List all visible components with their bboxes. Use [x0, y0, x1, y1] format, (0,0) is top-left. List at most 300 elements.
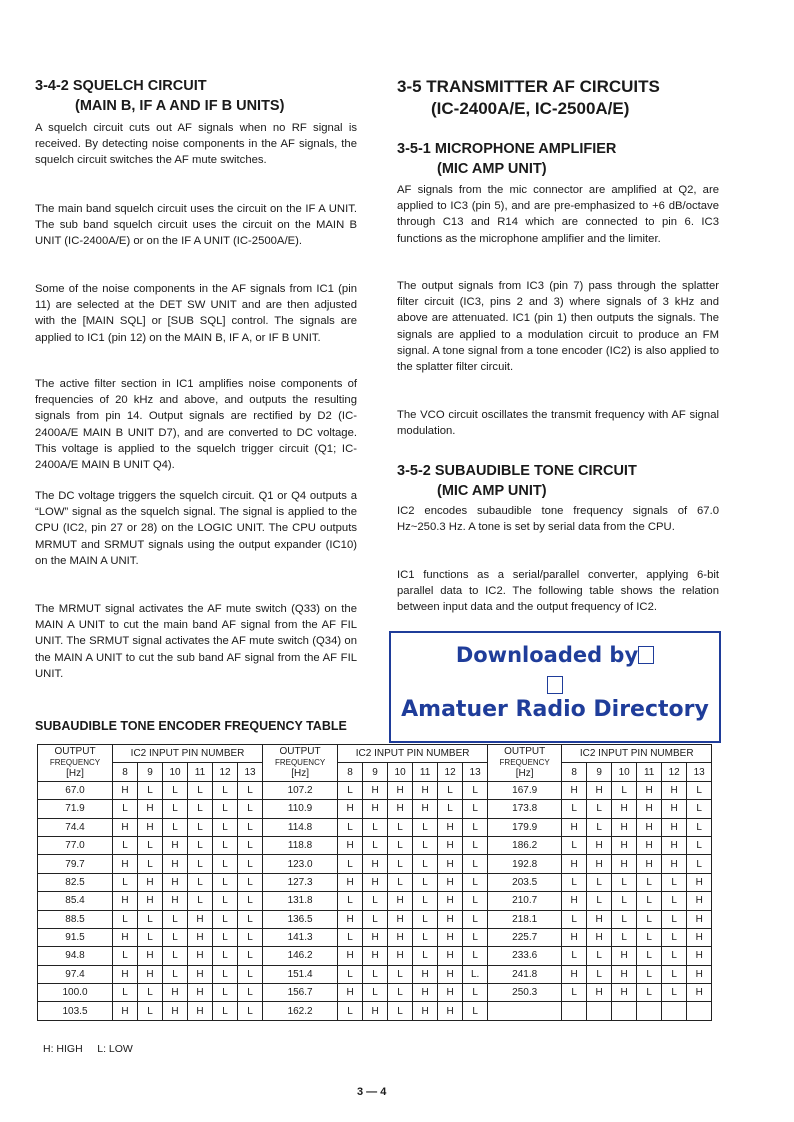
pin-state-cell: L — [388, 1002, 413, 1020]
table-row — [38, 928, 712, 946]
pin-state-cell: L — [413, 928, 438, 946]
table-row — [38, 910, 712, 928]
frequency-cell: 156.7 — [263, 984, 338, 1002]
pin-state-cell: H — [338, 800, 363, 818]
pin-state-cell: L — [213, 873, 238, 891]
pin-state-cell: L — [662, 873, 687, 891]
pin-state-cell: L — [587, 892, 612, 910]
frequency-cell: 71.9 — [38, 800, 113, 818]
pin-state-cell: H — [562, 965, 587, 983]
pin-number: 12 — [213, 763, 238, 781]
pin-state-cell: L — [138, 984, 163, 1002]
pin-state-cell: L — [238, 781, 263, 799]
pin-state-cell: H — [338, 984, 363, 1002]
pin-state-cell: H — [438, 1002, 463, 1020]
pin-state-cell: H — [188, 984, 213, 1002]
page-number: 3 — 4 — [357, 1086, 387, 1098]
pin-state-cell: H — [163, 873, 188, 891]
squelch-paragraph-4: The active filter section in IC1 amplifies noise components of frequencies of 20 kHz and above, and outputs the resulting signals from pin 14. Output signals are rectified by D2 (IC-2400A/E MAIN B UNIT D7), and are converted to DC voltage. This voltage is applied to the squelch trigger circuit (Q1; IC-2400A/E MAIN B UNIT Q4). — [35, 378, 357, 472]
pin-state-cell: H — [388, 800, 413, 818]
pin-state-cell: L — [463, 800, 488, 818]
pin-state-cell: H — [338, 836, 363, 854]
pin-state-cell: L — [388, 965, 413, 983]
pin-state-cell: H — [612, 984, 637, 1002]
pin-state-cell: H — [113, 855, 138, 873]
pin-state-cell: L — [213, 855, 238, 873]
pin-state-cell: H — [338, 910, 363, 928]
pin-number: 10 — [388, 763, 413, 781]
pin-state-cell: L — [612, 781, 637, 799]
frequency-table — [37, 744, 712, 1021]
pin-state-cell: L — [463, 928, 488, 946]
pin-number: 9 — [587, 763, 612, 781]
pin-state-cell: L — [463, 910, 488, 928]
pin-state-cell: L — [138, 1002, 163, 1020]
pin-state-cell: H — [587, 928, 612, 946]
pin-state-cell: H — [687, 873, 712, 891]
pin-state-cell: H — [388, 947, 413, 965]
pin-state-cell — [612, 1002, 637, 1020]
pin-state-cell: L — [188, 836, 213, 854]
pin-state-cell: H — [413, 984, 438, 1002]
pin-state-cell: H — [163, 855, 188, 873]
mic-paragraph-3: The VCO circuit oscillates the transmit frequency with AF signal modulation. — [397, 409, 719, 438]
table-row — [38, 836, 712, 854]
pin-state-cell: L — [338, 855, 363, 873]
pin-state-cell: L — [238, 836, 263, 854]
pin-state-cell: H — [662, 818, 687, 836]
pin-state-cell: L — [238, 800, 263, 818]
table-row — [38, 873, 712, 891]
pin-state-cell: L — [338, 892, 363, 910]
pin-number: 13 — [687, 763, 712, 781]
pin-state-cell: L — [238, 928, 263, 946]
download-watermark-box — [389, 631, 721, 743]
tone-paragraph-1: IC2 encodes subaudible tone frequency signals of 67.0 Hz~250.3 Hz. A tone is set by serial data from the CPU. — [397, 505, 719, 534]
pin-state-cell: H — [662, 781, 687, 799]
pin-state-cell: L — [413, 910, 438, 928]
pin-state-cell: L — [213, 910, 238, 928]
pin-state-cell: H — [612, 947, 637, 965]
squelch-paragraph-2: The main band squelch circuit uses the circuit on the IF A UNIT. The sub band squelch circuit uses the circuit on the MAIN B UNIT (IC-2400A/E) or on the IF A UNIT (IC-2500A/E). — [35, 203, 357, 248]
pin-state-cell: L — [163, 910, 188, 928]
frequency-cell: 82.5 — [38, 873, 113, 891]
frequency-cell: 107.2 — [263, 781, 338, 799]
pin-state-cell: H — [637, 818, 662, 836]
pin-state-cell: L — [238, 984, 263, 1002]
frequency-cell: 192.8 — [488, 855, 562, 873]
pin-state-cell: L — [238, 892, 263, 910]
pin-state-cell: L — [113, 984, 138, 1002]
pin-state-cell: H — [438, 836, 463, 854]
frequency-cell: 162.2 — [263, 1002, 338, 1020]
pin-state-cell: L — [637, 965, 662, 983]
pin-state-cell: L — [363, 836, 388, 854]
frequency-cell: 218.1 — [488, 910, 562, 928]
table-row — [38, 1002, 712, 1020]
pin-number: 8 — [562, 763, 587, 781]
pin-state-cell: H — [163, 892, 188, 910]
pin-state-cell: H — [413, 965, 438, 983]
pin-state-cell: L — [562, 873, 587, 891]
pin-state-cell: H — [363, 800, 388, 818]
table-row — [38, 800, 712, 818]
pin-state-cell: L — [163, 781, 188, 799]
pin-state-cell: H — [388, 781, 413, 799]
frequency-cell: 97.4 — [38, 965, 113, 983]
pin-state-cell: H — [612, 855, 637, 873]
pin-state-cell: H — [587, 855, 612, 873]
output-frequency-header: OUTPUT FREQUENCY [Hz] — [488, 745, 562, 782]
frequency-cell: 186.2 — [488, 836, 562, 854]
pin-state-cell: L — [363, 965, 388, 983]
frequency-cell: 131.8 — [263, 892, 338, 910]
pin-state-cell: H — [687, 965, 712, 983]
pin-state-cell: L — [662, 965, 687, 983]
pin-state-cell: H — [587, 984, 612, 1002]
pin-state-cell: H — [438, 873, 463, 891]
input-pin-header: IC2 INPUT PIN NUMBER — [338, 745, 488, 763]
table-row — [38, 965, 712, 983]
pin-state-cell: H — [662, 855, 687, 873]
pin-state-cell: L — [363, 892, 388, 910]
watermark-text-1: Downloaded by — [455, 643, 639, 667]
pin-state-cell: L — [662, 947, 687, 965]
pin-state-cell: L — [213, 781, 238, 799]
pin-state-cell: L — [463, 892, 488, 910]
tone-heading-line2: (MIC AMP UNIT) — [437, 483, 547, 499]
pin-number: 10 — [163, 763, 188, 781]
frequency-cell: 241.8 — [488, 965, 562, 983]
pin-state-cell: H — [637, 781, 662, 799]
transmitter-heading-line2: (IC-2400A/E, IC-2500A/E) — [431, 99, 630, 118]
mic-amp-heading — [397, 139, 616, 179]
pin-state-cell: L — [388, 818, 413, 836]
input-pin-header: IC2 INPUT PIN NUMBER — [113, 745, 263, 763]
pin-state-cell: L — [138, 928, 163, 946]
pin-state-cell: H — [163, 1002, 188, 1020]
pin-state-cell: L — [637, 984, 662, 1002]
pin-state-cell: H — [163, 984, 188, 1002]
pin-state-cell: L — [138, 855, 163, 873]
pin-state-cell: L — [363, 984, 388, 1002]
table-title: SUBAUDIBLE TONE ENCODER FREQUENCY TABLE — [35, 719, 347, 733]
frequency-cell: 103.5 — [38, 1002, 113, 1020]
pin-state-cell: L — [338, 965, 363, 983]
pin-state-cell — [662, 1002, 687, 1020]
pin-state-cell: L — [238, 855, 263, 873]
pin-state-cell: L — [687, 855, 712, 873]
pin-state-cell: L — [587, 800, 612, 818]
pin-state-cell: L — [413, 947, 438, 965]
pin-state-cell: H — [687, 928, 712, 946]
pin-state-cell: H — [338, 947, 363, 965]
watermark-line-3: Amatuer Radio Directory — [401, 697, 709, 722]
pin-state-cell: L — [138, 910, 163, 928]
squelch-heading — [35, 76, 284, 116]
pin-state-cell: L — [163, 818, 188, 836]
output-frequency-header: OUTPUT FREQUENCY [Hz] — [263, 745, 338, 782]
pin-state-cell: L — [612, 910, 637, 928]
pin-state-cell: L — [138, 836, 163, 854]
pin-state-cell: H — [113, 892, 138, 910]
pin-state-cell: H — [188, 928, 213, 946]
pin-state-cell: L — [338, 818, 363, 836]
pin-state-cell: L — [213, 800, 238, 818]
pin-state-cell: H — [113, 1002, 138, 1020]
pin-state-cell: H — [637, 836, 662, 854]
pin-state-cell: L — [562, 947, 587, 965]
pin-state-cell: L — [463, 781, 488, 799]
pin-state-cell: L — [562, 910, 587, 928]
pin-state-cell: L — [562, 800, 587, 818]
pin-state-cell — [587, 1002, 612, 1020]
pin-state-cell: H — [363, 1002, 388, 1020]
pin-state-cell: H — [438, 928, 463, 946]
mic-paragraph-1: AF signals from the mic connector are amplified at Q2, are applied to IC3 (pin 5), and are pre-emphasized to +6 dB/octave through C13 and R14 which are connected to pin 6. IC3 functions as the microphone amplifier and the limiter. — [397, 184, 719, 245]
pin-state-cell: L. — [463, 965, 488, 983]
pin-state-cell: H — [413, 800, 438, 818]
pin-state-cell: H — [438, 892, 463, 910]
pin-state-cell: L — [687, 800, 712, 818]
pin-state-cell: H — [363, 855, 388, 873]
squelch-paragraph-1: A squelch circuit cuts out AF signals when no RF signal is received. By detecting noise components in the AF signals, the squelch circuit switches the AF mute switches. — [35, 122, 357, 167]
pin-state-cell: H — [438, 910, 463, 928]
pin-state-cell: H — [138, 947, 163, 965]
table-row — [38, 947, 712, 965]
pin-state-cell: L — [163, 800, 188, 818]
pin-state-cell: H — [637, 855, 662, 873]
pin-state-cell: H — [138, 873, 163, 891]
pin-state-cell: L — [238, 873, 263, 891]
squelch-heading-line1: 3-4-2 SQUELCH CIRCUIT — [35, 78, 207, 94]
frequency-cell: 225.7 — [488, 928, 562, 946]
pin-state-cell: H — [637, 800, 662, 818]
pin-state-cell: L — [188, 855, 213, 873]
table-row — [38, 984, 712, 1002]
pin-state-cell: L — [338, 928, 363, 946]
table-row — [38, 781, 712, 799]
frequency-cell: 94.8 — [38, 947, 113, 965]
pin-state-cell: L — [637, 910, 662, 928]
pin-number: 13 — [463, 763, 488, 781]
pin-state-cell: L — [413, 836, 438, 854]
frequency-cell: 123.0 — [263, 855, 338, 873]
pin-state-cell: H — [413, 781, 438, 799]
pin-state-cell: L — [438, 781, 463, 799]
pin-state-cell: L — [463, 1002, 488, 1020]
pin-number: 9 — [363, 763, 388, 781]
frequency-cell: 88.5 — [38, 910, 113, 928]
pin-state-cell: L — [637, 928, 662, 946]
pin-state-cell: H — [388, 910, 413, 928]
pin-state-cell — [637, 1002, 662, 1020]
frequency-cell: 146.2 — [263, 947, 338, 965]
pin-state-cell: H — [363, 873, 388, 891]
mic-amp-heading-line2: (MIC AMP UNIT) — [437, 161, 547, 177]
pin-state-cell: H — [138, 800, 163, 818]
frequency-cell: 114.8 — [263, 818, 338, 836]
pin-state-cell: H — [438, 965, 463, 983]
pin-state-cell: L — [463, 947, 488, 965]
pin-state-cell: L — [363, 910, 388, 928]
pin-state-cell: H — [113, 781, 138, 799]
pin-state-cell: H — [388, 892, 413, 910]
squelch-heading-line2: (MAIN B, IF A AND IF B UNITS) — [75, 98, 285, 114]
frequency-cell: 85.4 — [38, 892, 113, 910]
pin-state-cell: L — [413, 818, 438, 836]
tone-heading-line1: 3-5-2 SUBAUDIBLE TONE CIRCUIT — [397, 463, 637, 479]
pin-state-cell: H — [687, 910, 712, 928]
pin-state-cell: L — [138, 781, 163, 799]
pin-state-cell: H — [562, 855, 587, 873]
tone-heading — [397, 461, 637, 501]
pin-state-cell: H — [612, 818, 637, 836]
pin-state-cell: L — [113, 873, 138, 891]
pin-state-cell: L — [562, 836, 587, 854]
watermark-line-2 — [391, 673, 719, 697]
pin-state-cell: L — [413, 892, 438, 910]
pin-number-row — [38, 763, 712, 781]
pin-state-cell: L — [238, 947, 263, 965]
pin-state-cell: L — [687, 781, 712, 799]
transmitter-heading — [397, 76, 660, 120]
frequency-cell: 77.0 — [38, 836, 113, 854]
pin-state-cell: L — [213, 818, 238, 836]
pin-state-cell: H — [612, 965, 637, 983]
pin-state-cell: L — [163, 928, 188, 946]
pin-state-cell: L — [188, 873, 213, 891]
pin-number: 8 — [113, 763, 138, 781]
pin-state-cell: H — [188, 1002, 213, 1020]
pin-state-cell: H — [662, 800, 687, 818]
pin-state-cell: L — [363, 818, 388, 836]
pin-state-cell: H — [687, 984, 712, 1002]
pin-state-cell: L — [687, 818, 712, 836]
pin-state-cell: L — [612, 873, 637, 891]
pin-state-cell: H — [562, 892, 587, 910]
pin-state-cell: H — [587, 910, 612, 928]
pin-state-cell — [687, 1002, 712, 1020]
frequency-cell: 250.3 — [488, 984, 562, 1002]
pin-state-cell: L — [612, 892, 637, 910]
frequency-cell: 210.7 — [488, 892, 562, 910]
squelch-paragraph-6: The MRMUT signal activates the AF mute switch (Q33) on the MAIN A UNIT to cut the main band AF signal from the AF FIL UNIT. The SRMUT signal activates the AF mute switch (Q34) on the MAIN A UNIT to cut the sub band AF signal from the AF FIL UNIT. — [35, 603, 357, 680]
pin-state-cell: H — [612, 800, 637, 818]
pin-state-cell: L — [213, 892, 238, 910]
pin-state-cell: L — [388, 873, 413, 891]
output-frequency-header: OUTPUT FREQUENCY [Hz] — [38, 745, 113, 782]
missing-glyph-icon — [638, 646, 654, 664]
squelch-paragraph-5: The DC voltage triggers the squelch circuit. Q1 or Q4 outputs a “LOW” signal as the squelch signal. The signal is applied to the CPU (IC2, pin 27 or 28) on the LOGIC UNIT. The CPU outputs MRMUT and SRMUT signals using the output expander (IC10) on the MAIN A UNIT. — [35, 490, 357, 567]
pin-state-cell: H — [587, 836, 612, 854]
pin-state-cell: L — [238, 1002, 263, 1020]
pin-state-cell: L — [587, 818, 612, 836]
frequency-cell: 79.7 — [38, 855, 113, 873]
pin-state-cell: L — [113, 800, 138, 818]
pin-state-cell: L — [438, 800, 463, 818]
pin-state-cell: H — [587, 781, 612, 799]
pin-state-cell: L — [338, 1002, 363, 1020]
frequency-cell: 74.4 — [38, 818, 113, 836]
pin-state-cell: L — [463, 836, 488, 854]
pin-state-cell: H — [188, 947, 213, 965]
frequency-cell: 110.9 — [263, 800, 338, 818]
pin-state-cell: L — [637, 947, 662, 965]
pin-number: 11 — [188, 763, 213, 781]
input-pin-header: IC2 INPUT PIN NUMBER — [562, 745, 712, 763]
pin-number: 9 — [138, 763, 163, 781]
table-header-row — [38, 745, 712, 763]
pin-state-cell: H — [687, 892, 712, 910]
frequency-cell: 151.4 — [263, 965, 338, 983]
pin-state-cell: L — [687, 836, 712, 854]
pin-state-cell: H — [438, 818, 463, 836]
pin-state-cell: L — [662, 984, 687, 1002]
pin-state-cell: H — [562, 818, 587, 836]
mic-paragraph-2: The output signals from IC3 (pin 7) pass through the splatter filter circuit (IC3, pins 2 and 3) where signals of 3 kHz and above are attenuated. IC1 (pin 1) then outputs the signals. The signals are applied to a modulation circuit to produce an FM signal. A tone signal from a tone encoder (IC2) is also applied to the splatter filter circuit. — [397, 280, 719, 374]
frequency-cell — [488, 1002, 562, 1020]
frequency-cell: 127.3 — [263, 873, 338, 891]
pin-state-cell: L — [213, 836, 238, 854]
pin-number: 13 — [238, 763, 263, 781]
frequency-cell: 118.8 — [263, 836, 338, 854]
pin-state-cell: L — [213, 947, 238, 965]
pin-state-cell: L — [238, 818, 263, 836]
frequency-cell: 233.6 — [488, 947, 562, 965]
pin-state-cell: L — [463, 984, 488, 1002]
frequency-cell: 67.0 — [38, 781, 113, 799]
frequency-cell: 136.5 — [263, 910, 338, 928]
pin-state-cell: H — [138, 818, 163, 836]
transmitter-heading-line1: 3-5 TRANSMITTER AF CIRCUITS — [397, 77, 660, 96]
pin-state-cell: H — [188, 965, 213, 983]
frequency-cell: 100.0 — [38, 984, 113, 1002]
pin-state-cell: H — [438, 947, 463, 965]
pin-state-cell: L — [388, 836, 413, 854]
table-body — [38, 781, 712, 1020]
pin-state-cell: H — [138, 965, 163, 983]
frequency-cell: 179.9 — [488, 818, 562, 836]
pin-state-cell: H — [662, 836, 687, 854]
pin-state-cell: L — [562, 984, 587, 1002]
pin-state-cell: L — [213, 928, 238, 946]
table-row — [38, 855, 712, 873]
pin-state-cell: L — [213, 984, 238, 1002]
pin-state-cell: L — [463, 855, 488, 873]
pin-number: 12 — [438, 763, 463, 781]
pin-number: 10 — [612, 763, 637, 781]
squelch-paragraph-3: Some of the noise components in the AF signals from IC1 (pin 11) are selected at the DET SW UNIT and are then adjusted with the [MAIN SQL] or [SUB SQL] control. The signals are applied to IC1 (pin 12) on the MAIN B, IF A, or IF B UNIT. — [35, 283, 357, 344]
frequency-cell: 173.8 — [488, 800, 562, 818]
pin-state-cell: L — [338, 781, 363, 799]
mic-amp-heading-line1: 3-5-1 MICROPHONE AMPLIFIER — [397, 141, 617, 157]
pin-state-cell — [562, 1002, 587, 1020]
pin-state-cell: H — [338, 873, 363, 891]
pin-state-cell: H — [438, 984, 463, 1002]
frequency-cell: 141.3 — [263, 928, 338, 946]
pin-state-cell: L — [163, 947, 188, 965]
pin-state-cell: H — [363, 781, 388, 799]
pin-state-cell: H — [562, 928, 587, 946]
pin-state-cell: L — [113, 947, 138, 965]
pin-state-cell: L — [238, 910, 263, 928]
pin-number: 11 — [637, 763, 662, 781]
pin-state-cell: H — [113, 928, 138, 946]
pin-state-cell: L — [637, 873, 662, 891]
pin-state-cell: L — [463, 818, 488, 836]
pin-state-cell: L — [113, 836, 138, 854]
